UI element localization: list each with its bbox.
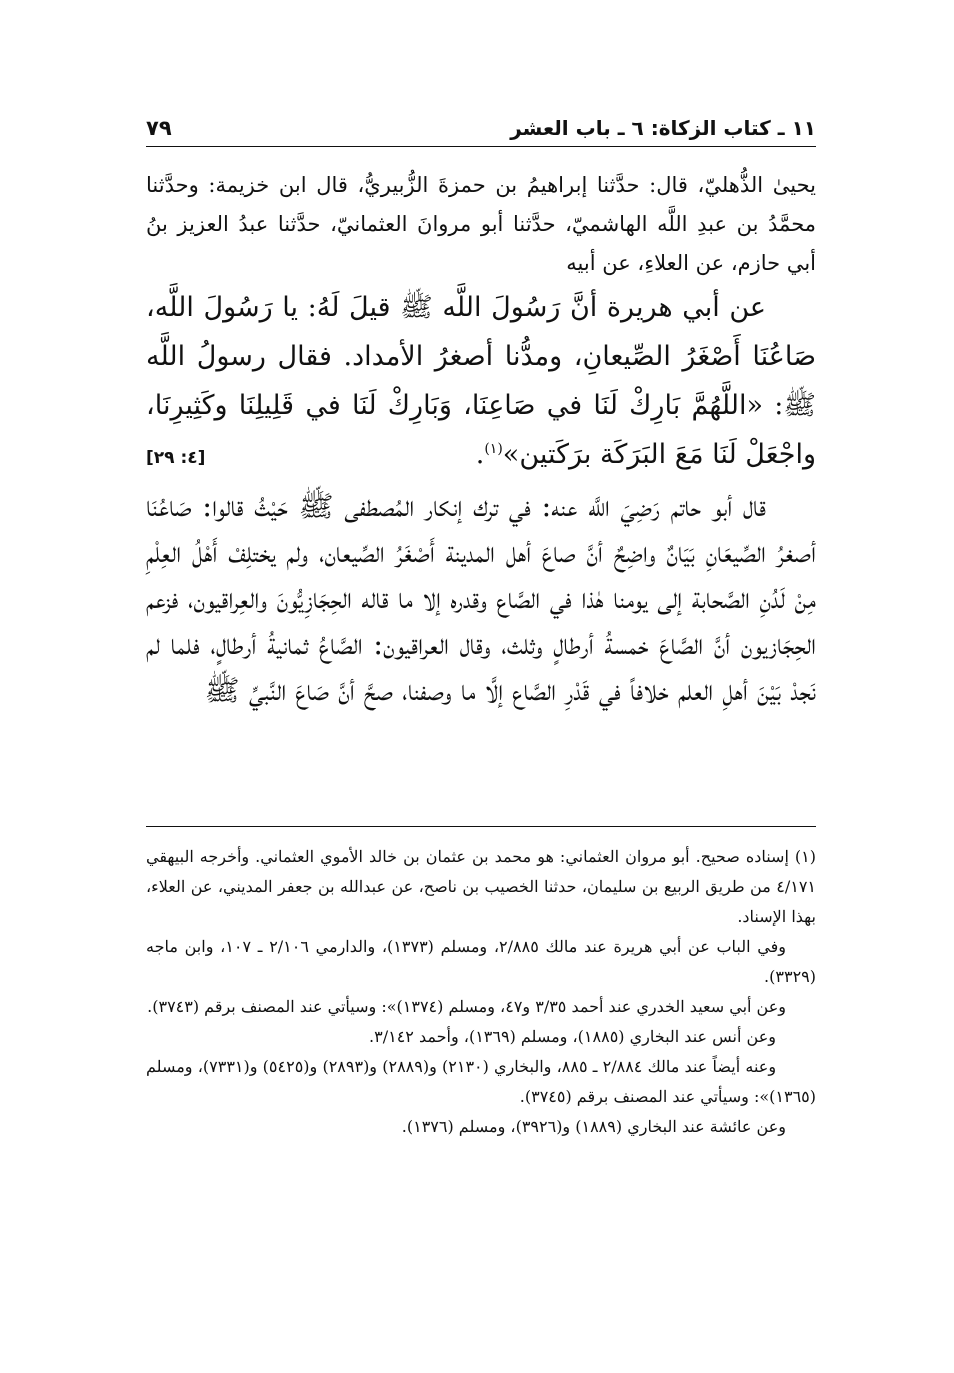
running-header <box>146 102 816 142</box>
footnote-marker: (١) <box>484 441 503 457</box>
page-number: ٧٩ <box>146 116 172 140</box>
footnote-1-aisha: وعن عائشة عند البخاري (١٨٨٩) و(٣٩٢٦)، ومسلم (١٣٧٦). <box>401 1117 786 1136</box>
running-title: ١١ ـ كتاب الزكاة: ٦ ـ باب العشر <box>510 116 816 140</box>
footnote-1: (١) إسناده صحيح. أبو مروان العثماني: هو محمد بن عثمان بن خالد الأموي العثماني. وأخرجه البيهقي ٤/١٧١ من طريق الربيع بن سليمان، حدثنا الخصيب بن ناصح، عن عبدالله بن جعفر المديني، عن العلاء، بهذا الإسناد. <box>146 847 816 926</box>
footnote-1-abu-hurayra: وفي الباب عن أبي هريرة عند مالك ٢/٨٨٥، ومسلم (١٣٧٣)، والدارمي ٢/١٠٦ ـ ١٠٧، وابن ماجه (٣٣٢٩). <box>146 937 816 986</box>
footnote-1-anas: وعن أنس عند البخاري (١٨٨٥)، ومسلم (١٣٦٩)، وأحمد ٣/١٤٢. <box>369 1027 776 1046</box>
header-rule <box>146 146 816 147</box>
main-text <box>146 166 816 713</box>
commentary-paragraph: قال أبو حاتم رَضِيَ اللَّه عنه: في ترك إنكار المُصطفى ﷺ حَيْثُ قالوا: صَاعُنَا أصغرُ الصِّيعَانِ بَيَانٌ واضِحٌ أنَّ صاعَ أهل المدينة أَصْغَرُ الصِّيعان، ولم يختلِفْ أَهْلُ العِلْمِ مِنْ لَدُنِ الصَّحابة إلى يومنا هٰذا في الصَّاع وقدره إلا ما قاله الحِجَازِيُّونَ والعِراقيون، فزعم الحِجَازيون أنَّ الصَّاعَ خمسةُ أرطالٍ وثلث، وقال العراقيون: الصَّاعُ ثمانيةُ أرطالٍ، فلما لم نَجدْ بَيْنَ أهلِ العلم خلافاً في قَدْرِ الصَّاع إلَّا ما وصفنا، صحَّ أنَّ صَاعَ النَّبيِّ ﷺ <box>146 489 816 707</box>
footnote-1-abu-said: وعن أبي سعيد الخدري عند أحمد ٣/٣٥ و٤٧، ومسلم (١٣٧٤)»: وسيأتي عند المصنف برقم (٣٧٤٣). <box>147 997 786 1016</box>
hadith-reference: [٤: ٢٩] <box>146 448 206 468</box>
hadith-paragraph: عن أبي هريرة أنَّ رَسُولَ اللَّه ﷺ قيلَ لَهُ: يا رَسُولَ اللَّه، صَاعُنَا أَصْغَرُ الصِّيعانِ، ومدُّنا أصغرُ الأمداد. فقال رسولُ اللَّه ﷺ: «اللَّهُمَّ بَارِكْ لَنَا في صَاعِنَا، وَبَارِكْ لَنَا في قَلِيلِنَا وكَثِيرِنَا، واجْعَلْ لَنَا مَعَ البَرَكَة برَكَتين»$^{(١)}$. [٤: ٢٩] <box>146 283 816 479</box>
footnote-1-anas-also: وعنه أيضاً عند مالك ٢/٨٨٤ ـ ٨٨٥، والبخاري (٢١٣٠) و(٢٨٨٩) و(٢٨٩٣) و(٥٤٢٥) و(٧٣٣١)، ومسلم (١٣٦٥)»: وسيأتي عند المصنف برقم (٣٧٤٥). <box>146 1057 816 1106</box>
hadith-text: عن أبي هريرة أنَّ رَسُولَ اللَّه ﷺ قيلَ لَهُ: يا رَسُولَ اللَّه، صَاعُنَا أَصْغَرُ الصِّيعانِ، ومدُّنا أصغرُ الأمداد. فقال رسولُ اللَّه ﷺ: «اللَّهُمَّ بَارِكْ لَنَا في صَاعِنَا، وَبَارِكْ لَنَا في قَلِيلِنَا وكَثِيرِنَا، واجْعَلْ لَنَا مَعَ البَرَكَة برَكَتين» <box>146 292 816 470</box>
footnotes <box>146 842 816 1142</box>
footnote-rule <box>146 826 816 827</box>
isnad-paragraph: يحيىٰ الذُّهليّ، قال: حدَّثنا إبراهيمُ بن حمزةَ الزُّبيريُّ، قال ابن خزيمة: وحدَّثنا محمَّدُ بن عبدِ اللَّه الهاشميّ، حدَّثنا أبو مروانَ العثمانيّ، حدَّثنا عبدُ العزيز بنُ أبي حازم، عن العلاءِ، عن أبيه <box>146 173 816 275</box>
